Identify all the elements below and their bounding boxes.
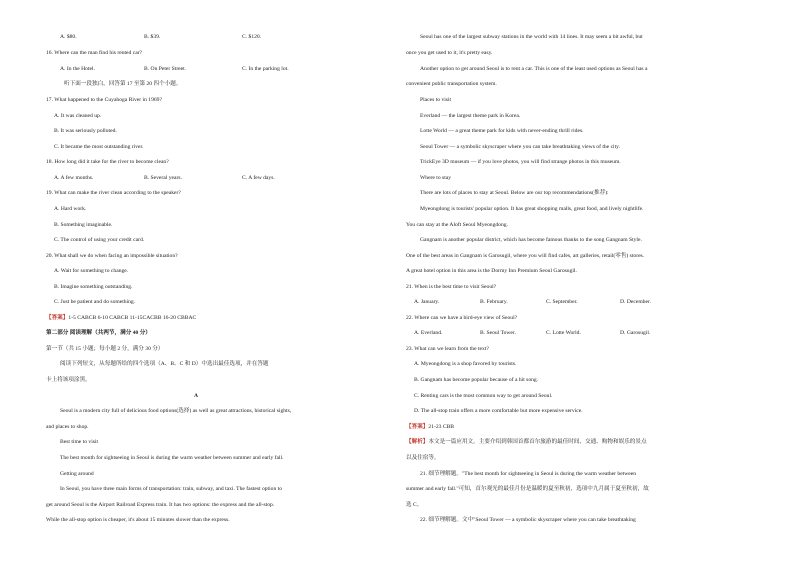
passage-label: A — [193, 393, 199, 399]
place-item: Seoul Tower — a symbolic skyscraper where you can take breathtaking views of the city. — [420, 144, 620, 150]
subheading-best-time: Best time to visit — [60, 439, 99, 445]
q23-option-d: D. The all-stop train offers a more comfortable but more expensive service. — [414, 408, 583, 414]
q21-options — [406, 299, 736, 306]
q20-option-a: A. Wait for something to change. — [54, 268, 129, 274]
option-a: A. $80. — [60, 34, 77, 40]
q23-option-b: B. Gangnam has become popular because of a hit song. — [414, 377, 539, 383]
q22-options — [406, 330, 736, 337]
paragraph-line: Another option to get around Seoul is to rent a car. This is one of the least used options as Seoul has a — [420, 66, 648, 72]
option-a: A. Everland. — [414, 330, 443, 336]
paragraph-line: once you get used to it, it's pretty easy. — [406, 50, 493, 56]
option-c: C. In the parking lot. — [242, 66, 289, 72]
option-a: A. January. — [414, 299, 440, 305]
option-b: B. On Peter Street. — [144, 66, 187, 72]
answer-line — [406, 424, 454, 431]
question-17: 17. What happened to the Cuyahoga River in 1969? — [46, 97, 162, 103]
question-19: 19. What can make the river clean according to the speaker? — [46, 190, 181, 196]
question-21: 21. When is the best time to visit Seoul? — [406, 284, 497, 290]
subheading-getting-around: Getting around — [60, 471, 94, 477]
answer-tag: 【答案】 — [46, 315, 69, 321]
answer-line — [46, 315, 196, 322]
paragraph-line: get around Seoul is the Airport Railroad Express train. It has two options: the express and the all-stop. — [46, 502, 275, 508]
subheading-places: Places to visit — [420, 97, 452, 103]
answer-tag: 【答案】 — [406, 424, 429, 430]
paragraph-line: The best month for sightseeing in Seoul is during the warm weather between summer and early fall. — [60, 455, 284, 461]
paragraph-line: Gangnam is another popular district, which has become famous thanks to the song Gangnam Style. — [420, 237, 642, 243]
explanation-21: 21. 细节理解题。"The best month for sightseeing in Seoul is during the warm weather between — [420, 471, 637, 477]
subheading-where-to-stay: Where to stay — [420, 175, 452, 181]
reading-instruction-2: 卡上将该项涂黑。 — [46, 377, 91, 383]
place-item: TrickEye 3D museum — if you love photos, you will find strange photos in this museum. — [420, 159, 621, 165]
analysis-line — [406, 439, 647, 446]
option-b: B. Seoul Tower. — [480, 330, 516, 336]
reading-instruction-1: 阅读下列短文，从每题所给的四个选项（A、B、C 和 D）中选出最佳选项，并在答题 — [60, 361, 269, 367]
answer-text: 21-23 CBB — [428, 424, 455, 430]
question-20: 20. What shall we do when facing an impossible situation? — [46, 253, 178, 259]
option-b: B. February. — [480, 299, 508, 305]
option-c: C. Lotte World. — [546, 330, 581, 336]
paragraph-line: There are lots of places to stay at Seoul. Below are our top recommendations(推荐): — [420, 190, 609, 196]
question-23: 23. What can we learn from the text? — [406, 346, 489, 352]
listening-instruction: 听下面一段独白，回答第 17 至第 20 四个小题。 — [64, 81, 182, 87]
explanation-21: summer and early fall."可知，首尔观光的最佳月份是温暖的夏至秋初，选项中九月属于夏至秋初，故 — [406, 486, 649, 492]
paragraph-line: A great hotel option in this area is the Dormy Inn Premium Seoul Garosugil. — [406, 268, 577, 274]
q19-option-c: C. The control of using your credit card. — [54, 237, 145, 243]
option-b: B. Several years. — [144, 175, 182, 181]
q15-options — [46, 34, 376, 41]
analysis-text: 本文是一篇应用文。主要介绍到韩国首都首尔旅游的最佳时间、交通、购物和娱乐的景点 — [428, 439, 647, 445]
paragraph-line: Seoul is a modern city full of delicious food options(选择) as well as great attractions, historical sights, — [60, 408, 292, 414]
paragraph-line: In Seoul, you have three main forms of transportation: train, subway, and taxi. The fastest option to — [60, 486, 282, 492]
q23-option-c: C. Renting cars is the most common way to get around Seoul. — [414, 393, 553, 399]
option-c: C. $120. — [242, 34, 262, 40]
q20-option-c: C. Just be patient and do something. — [54, 299, 136, 305]
question-22: 22. Where can we have a bird-eye view of Seoul? — [406, 315, 518, 321]
q17-option-c: C. It became the most outstanding river. — [54, 144, 144, 150]
option-c: C. September. — [546, 299, 578, 305]
place-item: Everland — the largest theme park in Korea. — [420, 113, 521, 119]
place-item: Lotte World — a great theme park for kids with never-ending thrill rides. — [420, 128, 584, 134]
answer-text: 1-5 CABCB 6-10 CABCB 11-15CACBB 16-20 CBBAC — [68, 315, 197, 321]
q23-option-a: A. Myeongdong is a shop favored by tourists. — [414, 361, 517, 367]
explanation-22: 22. 细节理解题。文中"Seoul Tower — a symbolic skyscraper where you can take breathtaking — [420, 517, 636, 523]
option-a: A. A few months. — [54, 175, 94, 181]
question-16: 16. Where can the man find his rented car? — [46, 50, 143, 56]
paragraph-line: While the all-stop option is cheaper, it's about 15 minutes slower than the express. — [46, 517, 230, 523]
analysis-line: 以及住宿等。 — [406, 455, 440, 461]
analysis-tag: 【解析】 — [406, 439, 429, 445]
paragraph-line: Myeongdong is tourists' popular option. It has great shopping malls, great food, and lively nightlife. — [420, 206, 644, 212]
q19-option-b: B. Something imaginable. — [54, 222, 113, 228]
paragraph-line: One of the best areas in Gangnam is Garosugil, where you will find cafes, art galleries, retail(零售) stores. — [406, 253, 645, 259]
explanation-21: 选 C。 — [406, 502, 423, 508]
paragraph-line: convenient public transportation system. — [406, 81, 497, 87]
option-d: D. December. — [620, 299, 651, 305]
q17-option-b: B. It was seriously polluted. — [54, 128, 117, 134]
question-18: 18. How long did it take for the river to become clean? — [46, 159, 169, 165]
q19-option-a: A. Hard work. — [54, 206, 87, 212]
paragraph-line: and places to shop. — [46, 424, 89, 430]
option-b: B. $39. — [144, 34, 161, 40]
q18-options — [46, 175, 376, 182]
option-a: A. In the Hotel. — [60, 66, 95, 72]
q20-option-b: B. Imagine something outstanding. — [54, 284, 133, 290]
q17-option-a: A. It was cleaned up. — [54, 113, 102, 119]
paragraph-line: You can stay at the Aloft Seoul Myeongdong. — [406, 222, 508, 228]
paragraph-line: Seoul has one of the largest subway stations in the world with 14 lines. It may seem a bit awful, but — [420, 34, 643, 40]
section1-heading: 第一节（共 15 小题；每小题 2 分，满分 30 分） — [46, 346, 164, 352]
part2-heading: 第二部分 阅读理解（共两节，满分 40 分） — [46, 330, 151, 336]
q16-options — [46, 66, 376, 73]
option-d: D. Garosugil. — [620, 330, 651, 336]
option-c: C. A few days. — [242, 175, 275, 181]
